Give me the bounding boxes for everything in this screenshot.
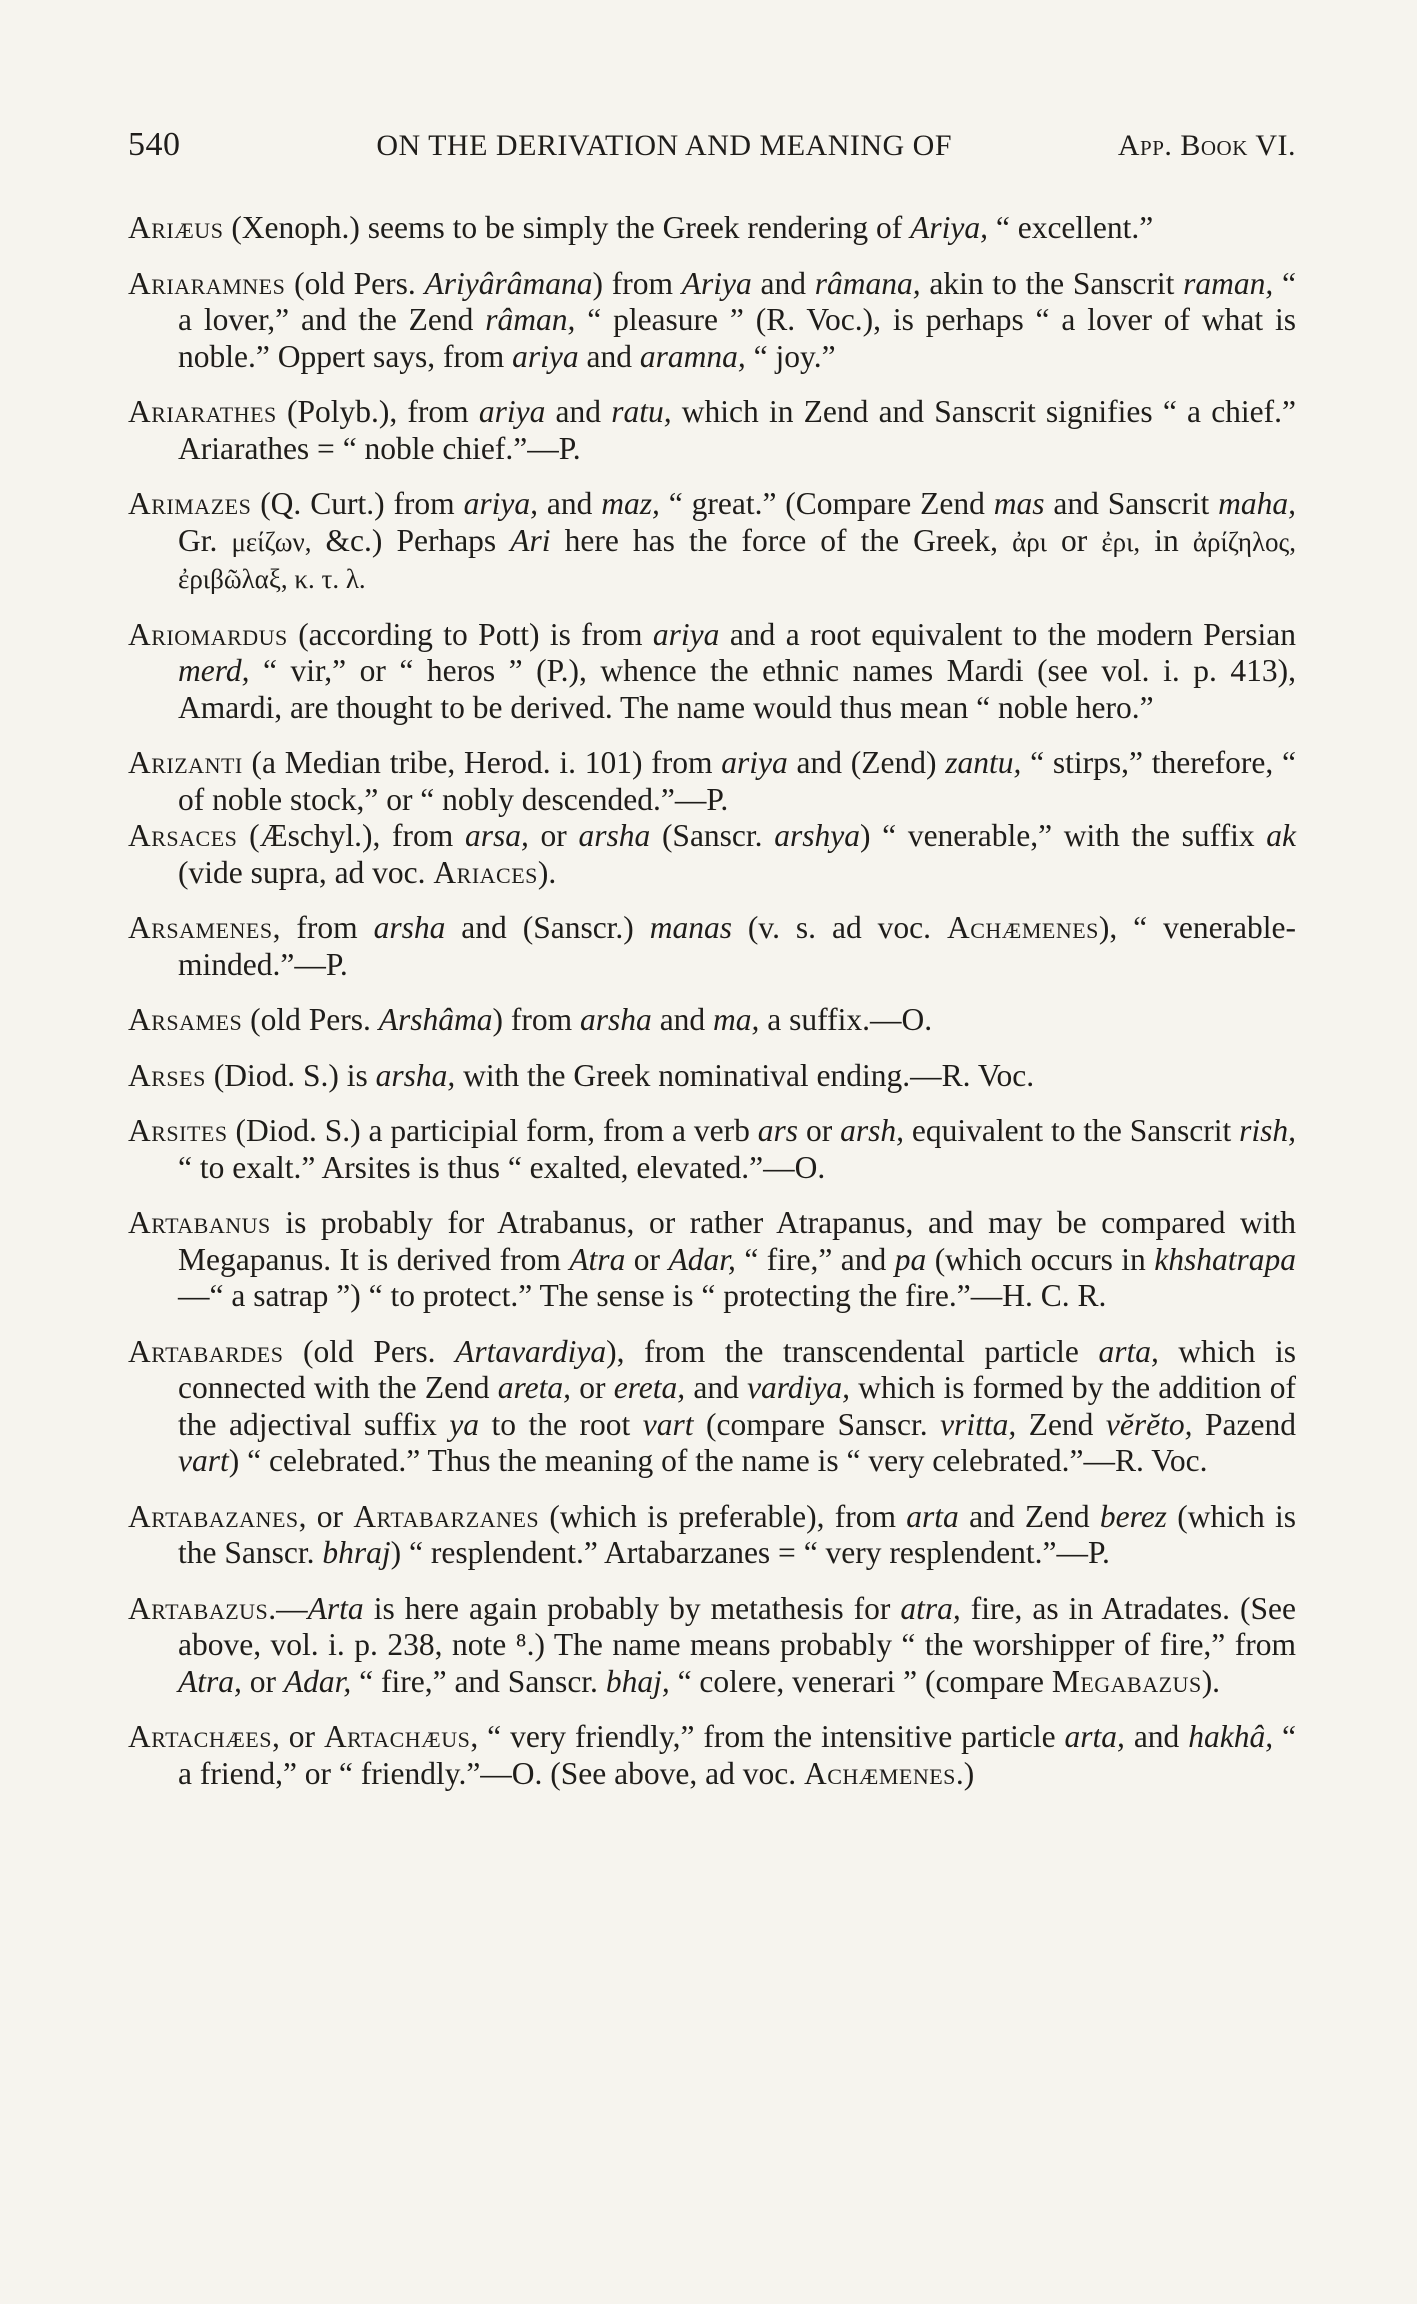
entry-headword: Arimazes	[128, 486, 252, 521]
entry-headword: Arsaces	[128, 818, 238, 853]
greek-term: μείζων,	[231, 526, 312, 557]
italic-term: ma,	[713, 1002, 760, 1037]
glossary-entry	[128, 1058, 1296, 1095]
italic-term: ya	[449, 1406, 480, 1442]
entry-text: (vide supra, ad voc.	[178, 854, 434, 890]
entry-text: ) from	[592, 265, 682, 301]
entry-text: (Polyb.), from	[276, 394, 479, 429]
cross-reference: Achæmenes	[803, 1755, 956, 1791]
entry-text: ) “ resplendent.” Artabarzanes = “ very resplendent.”—P.	[390, 1535, 1110, 1570]
italic-term: zantu,	[945, 745, 1022, 780]
entry-text: (a Median tribe, Herod. i. 101) from	[242, 745, 722, 780]
italic-term: arta	[906, 1498, 959, 1534]
italic-term: Adar,	[668, 1241, 736, 1277]
entry-text: “ pleasure ” (R. Voc.), is perhaps “ a lover of what is noble.” Oppert says, from	[178, 302, 1296, 374]
entry-text: in	[1140, 522, 1193, 558]
entry-text: or	[625, 1241, 669, 1277]
italic-term: Atra	[569, 1241, 626, 1277]
entry-text: (Xenoph.) seems to be simply the Greek rendering of	[223, 210, 911, 245]
cross-reference: Achæmenes	[946, 910, 1099, 945]
italic-term: ariya	[652, 616, 720, 652]
entry-headword: Ariæus	[128, 210, 224, 245]
entry-text: (which is preferable), from	[539, 1498, 907, 1534]
entry-text: akin to the Sanscrit	[920, 265, 1184, 301]
entry-text: which is connected with the Zend	[178, 1333, 1296, 1405]
entry-text: and	[1124, 1719, 1189, 1754]
entry-text: ) “ venerable,” with the suffix	[859, 818, 1267, 853]
italic-term: Ariya,	[910, 210, 988, 245]
entry-text: (Q. Curt.) from	[251, 486, 464, 521]
entry-text: (Diod. S.) a participial form, from a verb	[227, 1113, 758, 1148]
italic-term: ratu,	[611, 394, 672, 429]
italic-term: berez	[1099, 1498, 1167, 1534]
entry-text: “ colere, venerari ” (compare	[669, 1663, 1052, 1699]
italic-term: arta,	[1098, 1333, 1159, 1369]
italic-term: râman,	[485, 302, 576, 337]
entry-text: equivalent to the Sanscrit	[904, 1113, 1240, 1148]
entry-text: (which is the Sanscr.	[178, 1498, 1296, 1570]
entry-text: and Sanscrit	[1044, 486, 1219, 521]
italic-term: arshya	[774, 818, 860, 853]
entry-text: “ vir,” or “ heros ” (P.), whence the ethnic names Mardi (see vol. i. p. 413), Amardi, are thought to be derived. The name would thus mean “ noble hero.”	[178, 653, 1296, 725]
italic-term: ariya,	[463, 486, 538, 521]
italic-term: Artavardiya	[455, 1333, 607, 1369]
glossary-entry	[128, 1002, 1296, 1039]
entry-headword: Ariomardus	[128, 616, 288, 652]
entry-text: (v. s. ad voc.	[732, 910, 947, 945]
cross-reference: Ariaces	[433, 854, 538, 890]
entry-text: , or	[271, 1719, 324, 1754]
glossary-entry	[128, 1499, 1296, 1572]
italic-term: aramna,	[639, 338, 746, 374]
entry-headword: Artachæes	[128, 1719, 272, 1754]
glossary-entry	[128, 818, 1296, 891]
italic-term: mas	[993, 486, 1045, 521]
entry-headword: Arizanti	[128, 745, 243, 780]
entry-text: “ a lover,” and the Zend	[178, 265, 1297, 337]
entry-text: is here again probably by metathesis for	[363, 1590, 901, 1626]
italic-term: vardiya,	[747, 1370, 851, 1405]
entry-text: and	[545, 394, 612, 429]
entry-text: Gr.	[178, 522, 232, 558]
entry-text: (compare Sanscr.	[693, 1406, 941, 1442]
entry-headword: Ariaramnes	[128, 265, 286, 301]
entry-text: , from	[272, 910, 374, 945]
entry-text: Zend	[1016, 1406, 1106, 1442]
italic-term: vart	[642, 1406, 694, 1442]
entry-headword: Arses	[128, 1057, 206, 1093]
italic-term: areta,	[497, 1370, 571, 1405]
entry-text: and (Sanscr.)	[445, 910, 650, 945]
greek-term: ἐρι,	[1101, 526, 1141, 557]
italic-term: arsh,	[840, 1113, 904, 1148]
italic-term: arsha	[373, 910, 446, 945]
entry-text: is probably for Atrabanus, or rather Atrapanus, and may be compared with Megapanus. It is derived from	[178, 1205, 1296, 1277]
italic-term: Arta	[307, 1590, 364, 1626]
entry-text: “ excellent.”	[987, 210, 1154, 245]
glossary-entry	[128, 1113, 1296, 1186]
glossary-entry	[128, 745, 1296, 818]
greek-term: ἀρίζηλος, ἐριβῶλαξ, κ. τ. λ.	[178, 526, 1296, 594]
cross-reference: Artachæus	[323, 1719, 471, 1754]
entry-text: and (Zend)	[787, 745, 946, 780]
entry-text: —“ a satrap ”) “ to protect.” The sense is “ protecting the fire.”—H. C. R.	[178, 1278, 1107, 1313]
italic-term: râmana,	[814, 265, 921, 301]
entry-text: a suffix.—O.	[759, 1002, 933, 1037]
entry-text: Pazend	[1192, 1406, 1296, 1442]
entry-text: or	[241, 1663, 284, 1699]
italic-term: hakhâ,	[1188, 1719, 1274, 1754]
entry-text: which is formed by the addition of the adjectival suffix	[178, 1370, 1297, 1442]
glossary-entries	[128, 210, 1296, 1792]
glossary-entry	[128, 1591, 1296, 1701]
book-reference: App. Book VI.	[1117, 129, 1296, 162]
entry-text: (old Pers.	[242, 1002, 379, 1037]
entry-text: &c.) Perhaps	[311, 522, 511, 558]
italic-term: arsha	[580, 1002, 652, 1037]
italic-term: arta,	[1064, 1719, 1125, 1754]
italic-term: ariya	[512, 338, 579, 374]
cross-reference: Megabazus	[1051, 1663, 1202, 1699]
running-title: ON THE DERIVATION AND MEANING OF	[376, 129, 953, 162]
entry-text: ) “ celebrated.” Thus the meaning of the name is “ very celebrated.”—R. Voc.	[228, 1443, 1208, 1478]
glossary-entry	[128, 1719, 1296, 1792]
entry-text: and	[751, 265, 815, 301]
entry-text: or	[1046, 522, 1102, 558]
italic-term: maha,	[1218, 486, 1297, 521]
glossary-entry	[128, 1334, 1296, 1480]
entry-text: (old Pers.	[283, 1333, 456, 1369]
entry-text: or	[571, 1370, 614, 1405]
italic-term: rish,	[1239, 1113, 1296, 1148]
entry-headword: Arsites	[128, 1113, 228, 1148]
italic-term: ereta,	[613, 1370, 686, 1405]
italic-term: ars	[757, 1113, 799, 1148]
entry-text: here has the force of the Greek,	[550, 522, 1013, 558]
greek-term: ἀρι	[1012, 526, 1047, 557]
entry-text: “ joy.”	[745, 338, 836, 374]
entry-text: to the root	[479, 1406, 643, 1442]
entry-headword: Artabanus	[128, 1205, 271, 1240]
entry-headword: Artabazanes	[128, 1498, 299, 1534]
entry-text: .)	[955, 1755, 975, 1791]
entry-text: (Æschyl.), from	[237, 818, 465, 853]
entry-text: or	[528, 818, 579, 853]
italic-term: arsa,	[464, 818, 529, 853]
glossary-entry	[128, 394, 1296, 467]
italic-term: bhraj	[322, 1535, 391, 1570]
entry-text: fire, as in Atradates. (See above, vol. i. p. 238, note ⁸.) The name means probably “ the worshipper of fire,” from	[178, 1590, 1296, 1662]
italic-term: Arshâma	[378, 1002, 493, 1037]
entry-text: and	[537, 486, 602, 521]
italic-term: Atra,	[178, 1663, 242, 1699]
cross-reference: Artabarzanes	[353, 1498, 540, 1534]
entry-text: and Zend	[958, 1498, 1100, 1534]
entry-text: “ to exalt.” Arsites is thus “ exalted, elevated.”—O.	[178, 1149, 826, 1185]
italic-term: arsha	[578, 818, 651, 853]
entry-text: ) from	[492, 1002, 581, 1037]
entry-text: (Sanscr.	[650, 818, 775, 853]
italic-term: Adar,	[283, 1663, 352, 1699]
entry-text: and	[685, 1370, 748, 1405]
glossary-entry	[128, 266, 1296, 376]
entry-headword: Artabardes	[128, 1333, 284, 1369]
entry-text: “ stirps,” therefore, “ of noble stock,” or “ nobly descended.”—P.	[178, 745, 1296, 817]
entry-text: .—	[268, 1590, 308, 1626]
italic-term: vart	[178, 1443, 229, 1478]
entry-headword: Artabazus	[128, 1590, 269, 1626]
glossary-entry	[128, 486, 1296, 598]
italic-term: vritta,	[940, 1406, 1017, 1442]
entry-text: (which occurs in	[926, 1241, 1155, 1277]
entry-text: , or	[298, 1498, 354, 1534]
italic-term: merd,	[178, 653, 250, 688]
italic-term: vĕrĕto,	[1105, 1406, 1193, 1442]
italic-term: Ariyârâmana	[424, 265, 593, 301]
entry-headword: Arsames	[128, 1002, 243, 1037]
italic-term: ariya	[721, 745, 788, 780]
entry-text: , “ very friendly,” from the intensitive particle	[470, 1719, 1065, 1754]
entry-headword: Ariarathes	[128, 394, 277, 429]
entry-text: ), from the transcendental particle	[606, 1333, 1099, 1369]
italic-term: khshatrapa	[1154, 1241, 1296, 1277]
entry-text: (old Pers.	[285, 265, 425, 301]
entry-text: and	[651, 1002, 714, 1037]
entry-headword: Arsamenes	[128, 910, 273, 945]
italic-term: Ariya	[681, 265, 752, 301]
italic-term: bhaj,	[605, 1663, 670, 1699]
entry-text: “ fire,” and Sanscr.	[351, 1663, 606, 1699]
entry-text: “ great.” (Compare Zend	[659, 486, 994, 521]
italic-term: atra,	[900, 1590, 961, 1626]
entry-text: with the Greek nominatival ending.—R. Voc.	[455, 1057, 1035, 1093]
entry-text: and	[578, 338, 640, 374]
italic-term: ariya	[478, 394, 546, 429]
entry-text: (Diod. S.) is	[205, 1057, 376, 1093]
entry-text: ).	[537, 854, 557, 890]
entry-text: “ a friend,” or “ friendly.”—O. (See above, ad voc.	[178, 1719, 1297, 1791]
glossary-entry	[128, 210, 1296, 247]
entry-text: ), “ venerable-minded.”—P.	[178, 910, 1297, 982]
italic-term: maz,	[601, 486, 660, 521]
italic-term: ak	[1266, 818, 1296, 853]
glossary-entry	[128, 1205, 1296, 1315]
entry-text: which in Zend and Sanscrit signifies “ a chief.” Ariarathes = “ noble chief.”—P.	[178, 394, 1297, 466]
entry-text: ).	[1201, 1663, 1221, 1699]
glossary-entry	[128, 910, 1296, 983]
italic-term: pa	[894, 1241, 927, 1277]
italic-term: Ari	[510, 522, 551, 558]
entry-text: (according to Pott) is from	[287, 616, 653, 652]
page-number: 540	[128, 126, 181, 163]
entry-text: “ fire,” and	[735, 1241, 895, 1277]
italic-term: raman,	[1183, 265, 1274, 301]
glossary-entry	[128, 617, 1296, 727]
running-header	[128, 126, 1296, 164]
italic-term: manas	[649, 910, 732, 945]
entry-text: or	[798, 1113, 841, 1148]
italic-term: arsha,	[375, 1057, 456, 1093]
entry-text: and a root equivalent to the modern Persian	[719, 616, 1296, 652]
